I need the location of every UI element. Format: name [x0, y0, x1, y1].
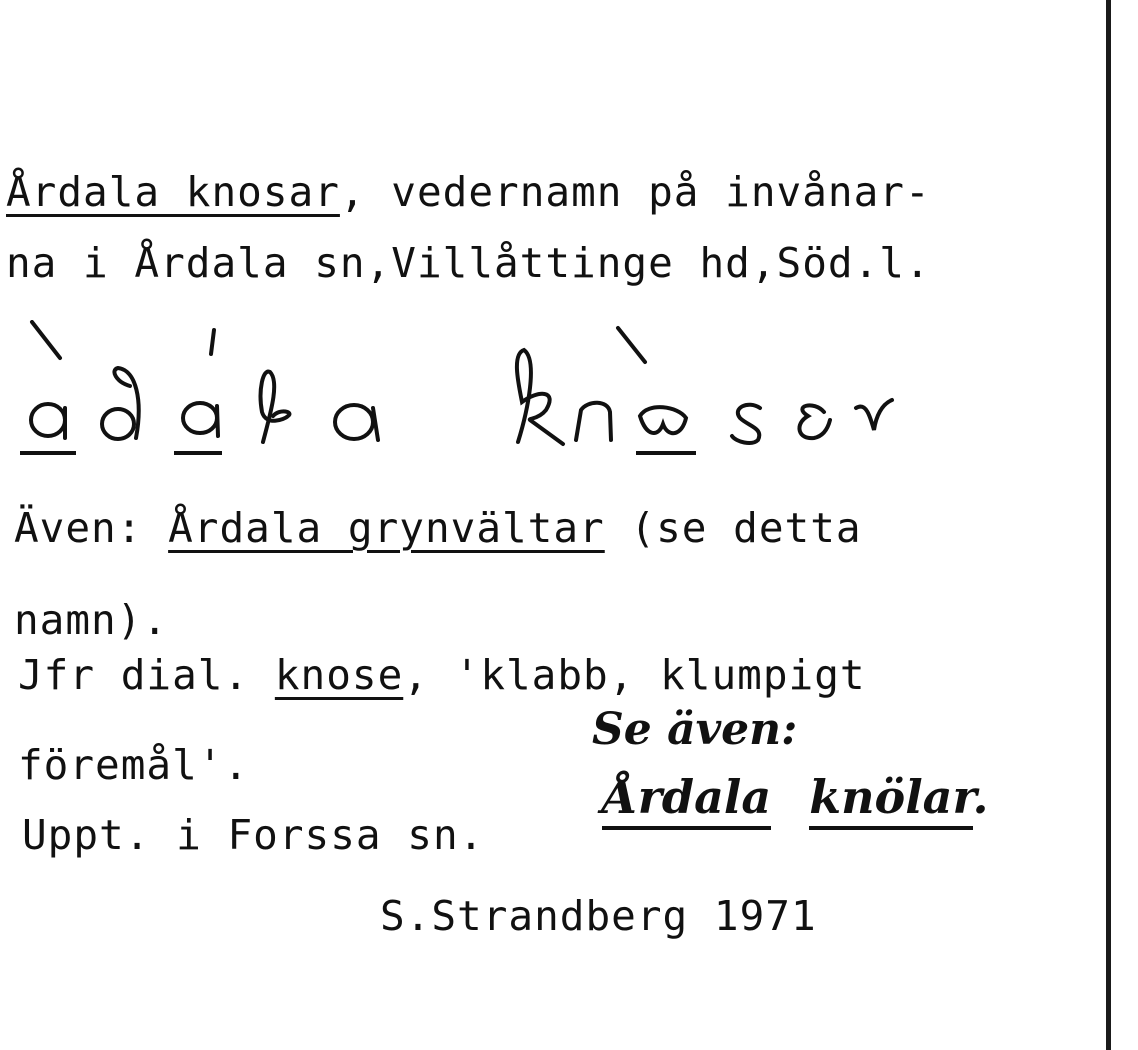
entry-line-2: na i Årdala sn,Villåttinge hd,Söd.l. — [6, 239, 931, 287]
handwritten-ref-dot: . — [972, 770, 989, 824]
card-edge-line — [1106, 0, 1111, 1050]
definition-start: , vedernamn på invånar- — [339, 168, 931, 216]
handwritten-ref-word-2: knölar — [809, 770, 972, 830]
entry-line-namn: namn). — [14, 596, 169, 644]
handwritten-ref-word-1: Årdala — [602, 770, 771, 830]
aven-note: (se detta — [604, 504, 862, 552]
jfr-label: Jfr dial. — [18, 651, 275, 699]
handwritten-see-also: Se även: — [592, 704, 798, 755]
entry-line-uppt: Uppt. i Forssa sn. — [22, 811, 485, 859]
headword: Årdala knosar — [6, 168, 340, 216]
entry-line-foremal: föremål'. — [18, 741, 250, 789]
entry-line-1 — [6, 168, 931, 216]
signature: S.Strandberg 1971 — [380, 892, 817, 940]
entry-line-jfr — [18, 651, 866, 699]
jfr-dialect-word: knose — [274, 651, 404, 699]
handwritten-reference — [602, 770, 989, 824]
jfr-gloss: , 'klabb, klumpigt — [403, 651, 866, 699]
phonetic-drawing — [18, 320, 918, 470]
entry-line-aven — [14, 504, 862, 552]
aven-cross-reference: Årdala grynvältar — [168, 504, 605, 552]
aven-label: Även: — [14, 504, 169, 552]
